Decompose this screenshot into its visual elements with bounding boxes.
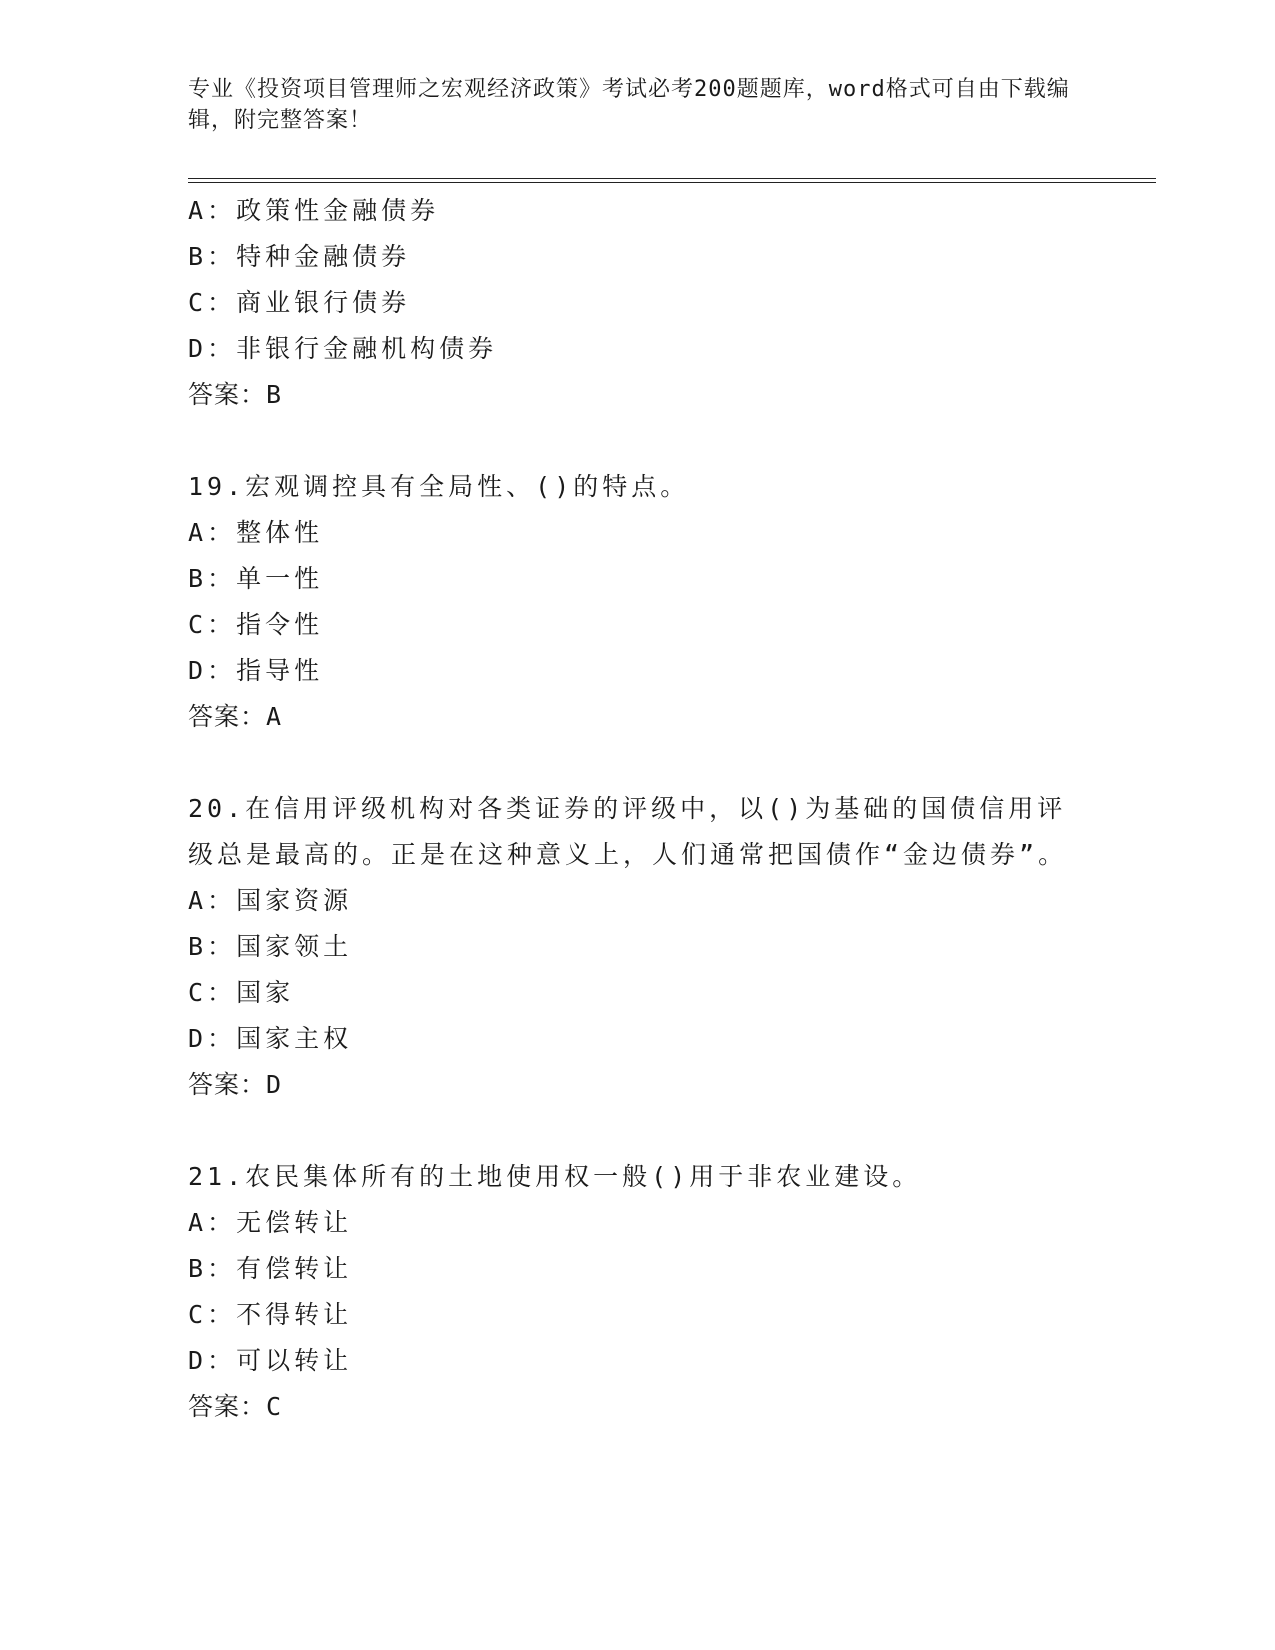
option-d	[188, 326, 1088, 372]
answer-value: A	[266, 702, 283, 731]
option-letter: D：	[188, 334, 237, 363]
option-text: 国家领土	[236, 932, 353, 961]
option-text: 指令性	[236, 610, 324, 639]
question-block-20	[188, 786, 1088, 1108]
option-b	[188, 556, 1088, 602]
option-text: 非银行金融机构债券	[236, 334, 498, 363]
document-header: 专业《投资项目管理师之宏观经济政策》考试必考200题题库，word格式可自由下载编辑，附完整答案！	[188, 77, 1070, 133]
option-text: 国家	[236, 978, 295, 1007]
option-d	[188, 1016, 1088, 1062]
option-text: 政策性金融债券	[236, 196, 440, 225]
spacer	[188, 1108, 1088, 1154]
option-a	[188, 510, 1088, 556]
option-c	[188, 970, 1088, 1016]
answer-label: 答案：	[188, 1392, 267, 1421]
question-stem: 21.农民集体所有的土地使用权一般()用于非农业建设。	[188, 1162, 922, 1191]
question-stem: 20.在信用评级机构对各类证券的评级中，以()为基础的国债信用评级总是最高的。正是在这种意义上，人们通常把国债作“金边债券”。	[188, 794, 1068, 869]
option-text: 整体性	[236, 518, 324, 547]
answer-value: D	[266, 1070, 283, 1099]
option-b	[188, 1246, 1088, 1292]
option-letter: D：	[188, 1346, 237, 1375]
answer-line	[188, 694, 1088, 740]
option-letter: B：	[188, 242, 237, 271]
option-d	[188, 648, 1088, 694]
question-block-prev	[188, 188, 1088, 418]
answer-value: B	[266, 380, 283, 409]
question-stem: 19.宏观调控具有全局性、()的特点。	[188, 472, 690, 501]
option-c	[188, 1292, 1088, 1338]
spacer	[188, 740, 1088, 786]
spacer	[188, 418, 1088, 464]
answer-value: C	[266, 1392, 283, 1421]
answer-label: 答案：	[188, 1070, 267, 1099]
option-letter: C：	[188, 1300, 237, 1329]
option-b	[188, 234, 1088, 280]
option-c	[188, 280, 1088, 326]
option-letter: A：	[188, 196, 237, 225]
option-a	[188, 188, 1088, 234]
option-letter: C：	[188, 288, 237, 317]
option-text: 不得转让	[236, 1300, 353, 1329]
option-letter: A：	[188, 1208, 237, 1237]
answer-label: 答案：	[188, 380, 267, 409]
option-letter: B：	[188, 564, 237, 593]
option-letter: B：	[188, 932, 237, 961]
answer-line	[188, 1062, 1088, 1108]
option-a	[188, 878, 1088, 924]
option-letter: C：	[188, 610, 237, 639]
question-list	[188, 188, 1088, 1430]
header-double-rule	[188, 178, 1156, 183]
option-letter: B：	[188, 1254, 237, 1283]
question-block-21	[188, 1154, 1088, 1430]
answer-line	[188, 372, 1088, 418]
option-text: 国家主权	[236, 1024, 353, 1053]
option-d	[188, 1338, 1088, 1384]
option-a	[188, 1200, 1088, 1246]
option-letter: C：	[188, 978, 237, 1007]
option-b	[188, 924, 1088, 970]
option-letter: D：	[188, 1024, 237, 1053]
option-letter: A：	[188, 518, 237, 547]
option-text: 无偿转让	[236, 1208, 353, 1237]
option-text: 可以转让	[236, 1346, 353, 1375]
option-text: 商业银行债券	[236, 288, 411, 317]
answer-label: 答案：	[188, 702, 267, 731]
question-block-19	[188, 464, 1088, 740]
option-text: 指导性	[236, 656, 324, 685]
option-text: 有偿转让	[236, 1254, 353, 1283]
option-text: 特种金融债券	[236, 242, 411, 271]
option-letter: D：	[188, 656, 237, 685]
answer-line	[188, 1384, 1088, 1430]
option-letter: A：	[188, 886, 237, 915]
option-text: 单一性	[236, 564, 324, 593]
option-c	[188, 602, 1088, 648]
option-text: 国家资源	[236, 886, 353, 915]
